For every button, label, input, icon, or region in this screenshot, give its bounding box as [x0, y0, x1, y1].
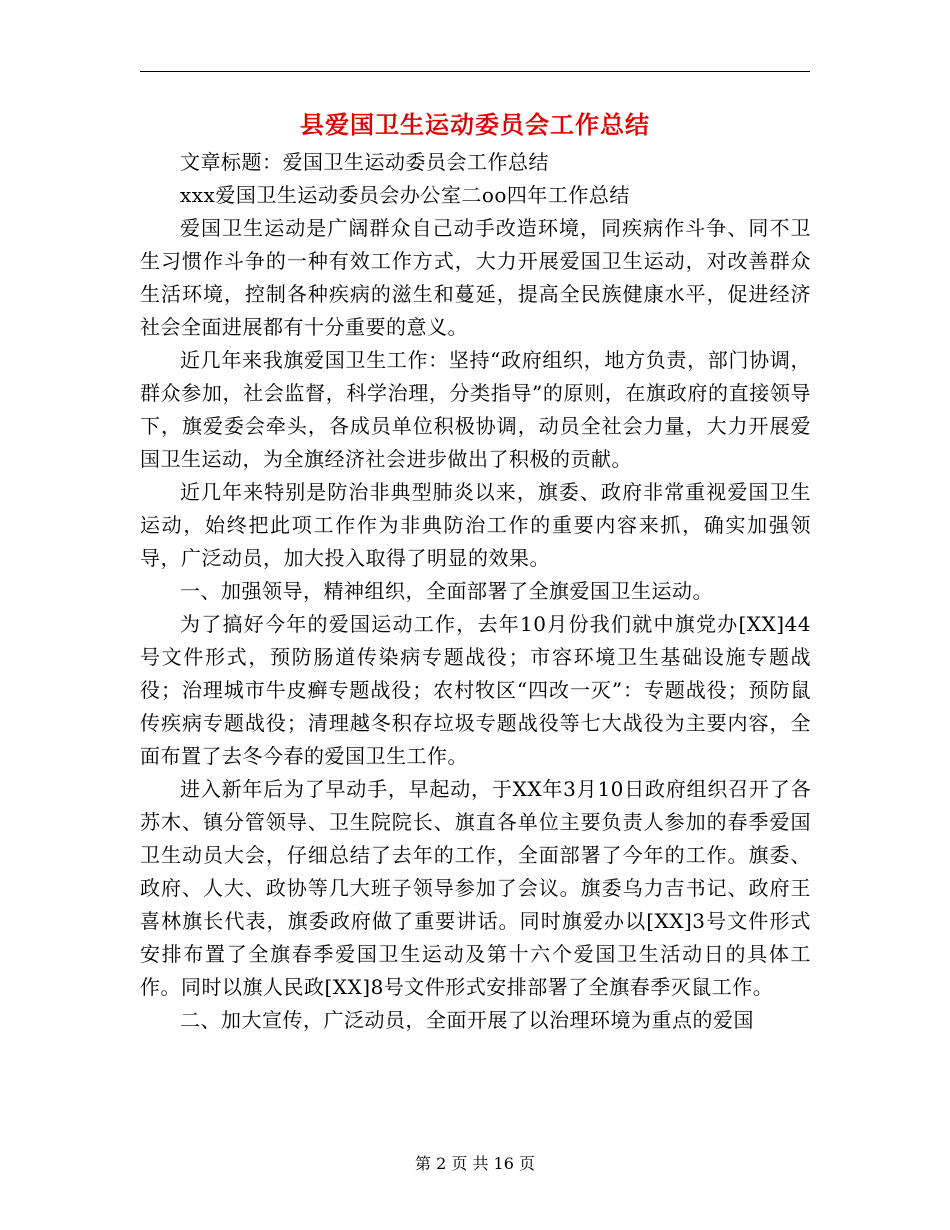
paragraph: 进入新年后为了早动手，早起动，于XX年3月10日政府组织召开了各苏木、镇分管领导、卫生院院长、旗直各单位主要负责人参加的春季爱国卫生动员大会，仔细总结了去年的工作，全面部署了今年的工作。旗委、政府、人大、政协等几大班子领导参加了会议。旗委乌力吉书记、政府王喜林旗长代表，旗委政府做了重要讲话。同时旗爱办以[XX]3号文件形式安排布置了全旗春季爱国卫生运动及第十六个爱国卫生活动日的具体工作。同时以旗人民政[XX]8号文件形式安排部署了全旗春季灭鼠工作。 [140, 777, 811, 999]
paragraph: xxx爱国卫生运动委员会办公室二oo四年工作总结 [180, 183, 630, 207]
document-title: 县爱国卫生运动委员会工作总结 [300, 110, 650, 139]
section-heading: 一、加强领导，精神组织，全面部署了全旗爱国卫生运动。 [180, 579, 713, 603]
section-heading: 二、加大宣传，广泛动员，全面开展了以治理环境为重点的爱国 [180, 1008, 754, 1032]
page-footer: 第 2 页 共 16 页 [415, 1154, 535, 1173]
paragraph: 为了搞好今年的爱国运动工作，去年10月份我们就中旗党办[XX]44号文件形式，预防肠道传染病专题战役；市容环境卫生基础设施专题战役；治理城市牛皮癣专题战役；农村牧区“四改一灭”：专题战役；预防鼠传疾病专题战役；清理越冬积存垃圾专题战役等七大战役为主要内容，全面布置了去冬今春的爱国卫生工作。 [140, 612, 811, 768]
document-body [140, 146, 811, 1037]
paragraph: 爱国卫生运动是广阔群众自己动手改造环境，同疾病作斗争、同不卫生习惯作斗争的一种有效工作方式，大力开展爱国卫生运动，对改善群众生活环境，控制各种疾病的滋生和蔓延，提高全民族健康水平，促进经济社会全面进展都有十分重要的意义。 [140, 216, 811, 339]
paragraph: 文章标题：爱国卫生运动委员会工作总结 [180, 150, 549, 174]
paragraph: 近几年来特别是防治非典型肺炎以来，旗委、政府非常重视爱国卫生运动，始终把此项工作作为非典防治工作的重要内容来抓，确实加强领导，广泛动员，加大投入取得了明显的效果。 [140, 480, 811, 570]
header-rule [140, 71, 810, 72]
paragraph: 近几年来我旗爱国卫生工作：坚持“政府组织，地方负责，部门协调，群众参加，社会监督，科学治理，分类指导”的原则，在旗政府的直接领导下，旗爱委会牵头，各成员单位积极协调，动员全社会力量，大力开展爱国卫生运动，为全旗经济社会进步做出了积极的贡献。 [140, 348, 811, 471]
